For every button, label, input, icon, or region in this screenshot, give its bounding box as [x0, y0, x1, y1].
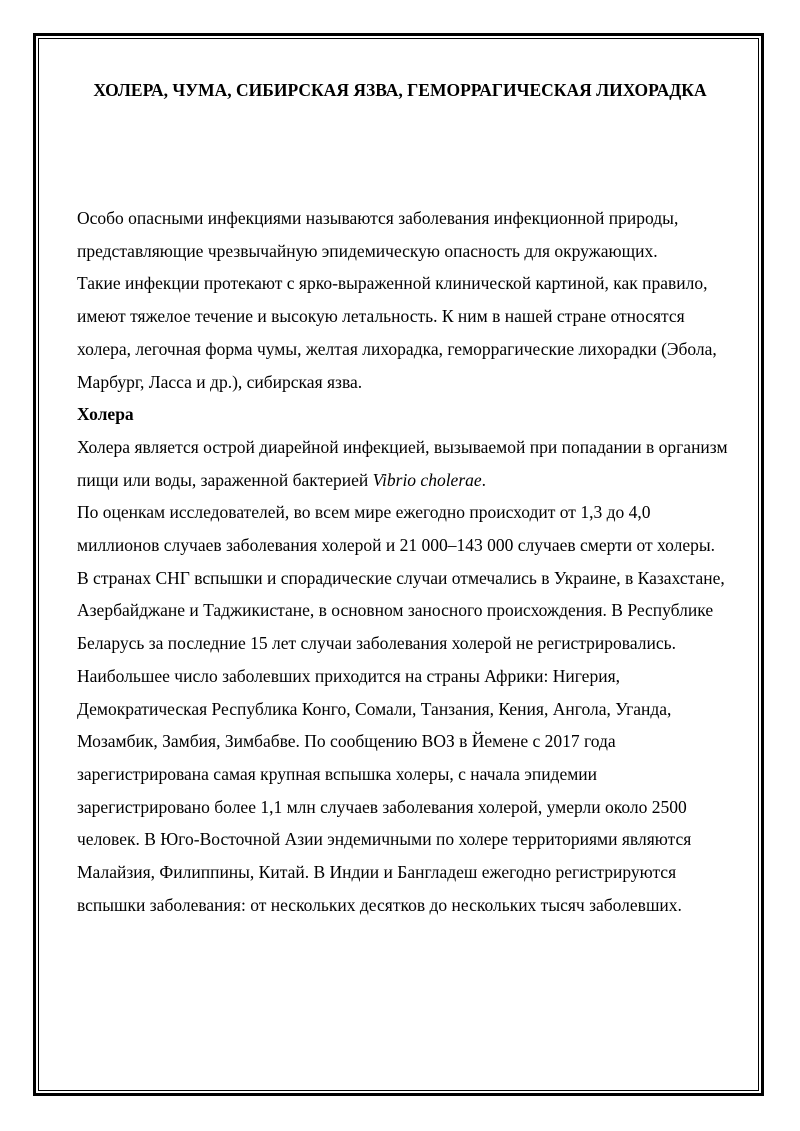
cholera-paragraph-1 [77, 431, 732, 496]
cholera-paragraph-1-text: Холера является острой диарейной инфекцией, вызываемой при попадании в организм пищи или воды, зараженной бактерией [77, 436, 728, 490]
bacterium-name: Vibrio cholerae [372, 469, 482, 490]
cholera-paragraph-2: По оценкам исследователей, во всем мире ежегодно происходит от 1,3 до 4,0 миллионов случаев заболевания холерой и 21 000–143 000 случаев смерти от холеры. [77, 502, 716, 556]
section-heading-cholera: Холера [77, 404, 134, 425]
cholera-paragraph-1-end: . [481, 469, 487, 490]
document-body [77, 202, 732, 921]
cholera-paragraph-3: В странах СНГ вспышки и спорадические случаи отмечались в Украине, в Казахстане, Азербайджане и Таджикистане, в основном заносного происхождения. В Республике Беларусь за последние 15 лет случаи заболевания холерой не регистрировались. [77, 567, 725, 654]
intro-paragraph-1: Особо опасными инфекциями называются заболевания инфекционной природы, представляющие чрезвычайную эпидемическую опасность для окружающих. [77, 208, 679, 261]
cholera-paragraph-4: Наибольшее число заболевших приходится на страны Африки: Нигерия, Демократическая Республика Конго, Сомали, Танзания, Кения, Ангола, Уганда, Мозамбик, Замбия, Зимбабве. По сообщению ВОЗ в Йемене с 2017 года зарегистрирована самая крупная вспышка холеры, с начала эпидемии зарегистрировано более 1,1 млн случаев заболевания холерой, умерли около 2500 человек. В Юго-Восточной Азии эндемичными по холере территориями являются Малайзия, Филиппины, Китай. В Индии и Бангладеш ежегодно регистрируются вспышки заболевания: от нескольких десятков до нескольких тысяч заболевших. [77, 665, 692, 915]
intro-paragraph-2: Такие инфекции протекают с ярко-выраженной клинической картиной, как правило, имеют тяжелое течение и высокую летальность. К ним в нашей стране относятся холера, легочная форма чумы, желтая лихорадка, геморрагические лихорадки (Эбола, Марбург, Ласса и др.), сибирская язва. [77, 273, 717, 392]
document-title: ХОЛЕРА, ЧУМА, СИБИРСКАЯ ЯЗВА, ГЕМОРРАГИЧЕСКАЯ ЛИХОРАДКА [93, 80, 707, 100]
